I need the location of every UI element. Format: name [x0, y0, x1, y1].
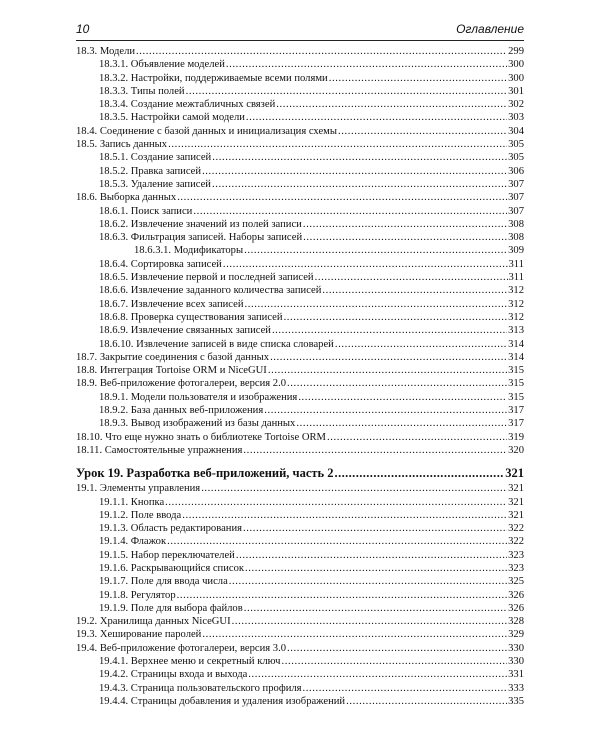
leader-dots [298, 391, 507, 404]
leader-dots [212, 178, 507, 191]
leader-dots [229, 575, 507, 588]
toc-entry-title: 18.6.4. Сортировка записей [99, 258, 222, 270]
page-number: 10 [76, 22, 90, 36]
toc-entry[interactable] [76, 404, 524, 417]
toc-entry[interactable] [76, 575, 524, 588]
toc-entry-title: 18.5.1. Создание записей [99, 152, 212, 164]
leader-dots [186, 85, 508, 98]
toc-entry-title: 19.1.6. Раскрывающийся список [99, 562, 245, 574]
toc-entry[interactable] [76, 364, 524, 377]
toc-entry[interactable] [76, 58, 524, 71]
toc-entry[interactable] [76, 311, 524, 324]
toc-entry-title: 19.1.1. Кнопка [99, 496, 165, 508]
leader-dots [201, 482, 507, 495]
toc-entry[interactable] [76, 72, 524, 85]
toc-entry[interactable] [76, 351, 524, 364]
toc-entry-page: 311 [508, 258, 524, 270]
leader-dots [232, 615, 508, 628]
toc-entry[interactable] [76, 431, 524, 444]
leader-dots [303, 218, 507, 231]
toc-entry-title: 18.3.2. Настройки, поддерживаемые всеми полями [99, 72, 328, 84]
leader-dots [193, 205, 507, 218]
leader-dots [303, 682, 508, 695]
leader-dots [268, 364, 507, 377]
leader-dots [226, 58, 507, 71]
leader-dots [272, 324, 507, 337]
toc-entry-title: 18.6.1. Поиск записи [99, 205, 193, 217]
toc-entry-title: 18.6.6. Извлечение заданного количества записей [99, 285, 322, 297]
toc-entry[interactable] [76, 496, 524, 509]
toc-entry-page: 321 [508, 496, 524, 508]
toc-entry[interactable] [76, 482, 524, 495]
leader-dots [243, 444, 507, 457]
toc-entry[interactable] [76, 417, 524, 430]
leader-dots [287, 377, 507, 390]
toc-entry-page: 301 [508, 85, 524, 97]
toc-entry-page: 312 [508, 298, 524, 310]
toc-entry[interactable] [76, 231, 524, 244]
toc-entry-title: 19.1.9. Поле для выбора файлов [99, 602, 243, 614]
toc-entry-page: 321 [505, 466, 524, 481]
toc-entry-page: 299 [508, 46, 524, 57]
toc-entry-page: 314 [508, 338, 524, 350]
toc-entry-page: 311 [508, 272, 524, 284]
toc-entry-page: 333 [508, 682, 524, 694]
toc-entry-title: 19.1.7. Поле для ввода числа [99, 576, 228, 588]
header-rule [76, 40, 524, 41]
toc-entry[interactable] [76, 258, 524, 271]
toc-entry[interactable] [76, 138, 524, 151]
toc-entry-page: 305 [508, 139, 524, 151]
toc-entry[interactable] [76, 549, 524, 562]
leader-dots [202, 165, 507, 178]
toc-entry-page: 302 [508, 99, 524, 111]
toc-entry[interactable] [76, 284, 524, 297]
toc-entry-page: 307 [508, 192, 524, 204]
leader-dots [264, 404, 507, 417]
toc-entry[interactable] [76, 655, 524, 668]
toc-entry-title: 18.5.3. Удаление записей [99, 178, 211, 190]
toc-entry-page: 330 [508, 642, 524, 654]
toc-entry-page: 305 [508, 152, 524, 164]
toc-entry-page: 315 [508, 391, 524, 403]
leader-dots [322, 284, 507, 297]
toc-entry-page: 321 [508, 483, 524, 495]
toc-entry-page: 313 [508, 325, 524, 337]
toc-entry-page: 317 [508, 405, 524, 417]
leader-dots [327, 431, 507, 444]
toc-entry-title: 18.6.5. Извлечение первой и последней записей [99, 272, 314, 284]
toc-entry-title: 18.7. Закрытие соединения с базой данных [76, 351, 270, 363]
leader-dots [244, 602, 507, 615]
leader-dots [284, 311, 508, 324]
toc-entry-title: 18.9.2. База данных веб-приложения [99, 405, 264, 417]
leader-dots [165, 496, 507, 509]
leader-dots [276, 98, 507, 111]
toc-entry[interactable] [76, 151, 524, 164]
toc-entry-title: 18.10. Что еще нужно знать о библиотеке Tortoise ORM [76, 431, 326, 443]
toc-chapter-entry[interactable] [76, 465, 524, 481]
leader-dots [168, 138, 507, 151]
toc-entry-page: 335 [508, 695, 524, 707]
toc-entry-page: 326 [508, 589, 524, 601]
toc-entry-title: 18.3.1. Объявление моделей [99, 59, 225, 71]
toc-entry-page: 328 [508, 616, 524, 628]
toc-entry[interactable] [76, 165, 524, 178]
toc-entry-title: 18.8. Интеграция Tortoise ORM и NiceGUI [76, 365, 267, 377]
toc-entry-title: 18.6.10. Извлечение записей в виде списка словарей [99, 338, 334, 350]
toc-entry[interactable] [76, 85, 524, 98]
toc-entry[interactable] [76, 695, 524, 708]
leader-dots [338, 125, 507, 138]
toc-entry[interactable] [76, 535, 524, 548]
leader-dots [287, 642, 507, 655]
toc-entry-page: 322 [508, 523, 524, 535]
toc-entry-page: 312 [508, 311, 524, 323]
toc-entry-title: Урок 19. Разработка веб-приложений, часть 2 [76, 466, 334, 481]
toc-entry[interactable] [76, 589, 524, 602]
toc-entry-title: 19.1.5. Набор переключателей [99, 549, 235, 561]
toc-entry[interactable] [76, 244, 524, 257]
toc-entry-title: 18.3.3. Типы полей [99, 85, 185, 97]
toc-entry-page: 330 [508, 656, 524, 668]
table-of-contents [76, 45, 524, 708]
leader-dots [315, 271, 508, 284]
toc-entry-title: 19.4.1. Верхнее меню и секретный ключ [99, 656, 281, 668]
toc-entry-title: 18.5. Запись данных [76, 139, 168, 151]
toc-entry-title: 18.6.3.1. Модификаторы [134, 245, 244, 257]
leader-dots [296, 417, 507, 430]
leader-dots [177, 191, 507, 204]
leader-dots [236, 549, 507, 562]
toc-entry[interactable] [76, 271, 524, 284]
toc-entry-page: 323 [508, 549, 524, 561]
toc-entry-page: 320 [508, 444, 524, 456]
toc-entry-page: 323 [508, 562, 524, 574]
page-header [76, 22, 524, 38]
toc-entry-page: 314 [508, 351, 524, 363]
toc-entry-title: 18.4. Соединение с базой данных и инициализация схемы [76, 125, 337, 137]
toc-entry[interactable] [76, 205, 524, 218]
leader-dots [245, 562, 507, 575]
toc-entry-page: 325 [508, 576, 524, 588]
toc-entry[interactable] [76, 444, 524, 457]
toc-entry[interactable] [76, 125, 524, 138]
toc-entry-title: 19.4.3. Страница пользовательского профиля [99, 682, 302, 694]
toc-entry-page: 321 [508, 509, 524, 521]
toc-entry-page: 300 [508, 72, 524, 84]
toc-entry[interactable] [76, 377, 524, 390]
toc-entry-page: 303 [508, 112, 524, 124]
toc-entry-title: 19.1.4. Флажок [99, 536, 167, 548]
toc-entry-title: 19.1.2. Поле ввода [99, 509, 182, 521]
toc-entry-title: 18.11. Самостоятельные упражнения [76, 444, 243, 456]
toc-entry[interactable] [76, 191, 524, 204]
leader-dots [346, 695, 507, 708]
toc-entry[interactable] [76, 298, 524, 311]
leader-dots [303, 231, 507, 244]
toc-entry-title: 18.9. Веб-приложение фотогалереи, версия 2.0 [76, 378, 287, 390]
toc-entry-page: 315 [508, 365, 524, 377]
toc-entry-title: 18.6.8. Проверка существования записей [99, 311, 283, 323]
toc-entry[interactable] [76, 218, 524, 231]
toc-entry[interactable] [76, 628, 524, 641]
leader-dots [212, 151, 507, 164]
toc-entry-page: 322 [508, 536, 524, 548]
toc-entry-title: 18.9.1. Модели пользователя и изображения [99, 391, 298, 403]
toc-entry[interactable] [76, 98, 524, 111]
toc-entry[interactable] [76, 45, 524, 58]
toc-entry[interactable] [76, 642, 524, 655]
toc-entry-page: 319 [508, 431, 524, 443]
leader-dots [329, 72, 507, 85]
toc-entry[interactable] [76, 391, 524, 404]
leader-dots [245, 298, 508, 311]
leader-dots [167, 535, 507, 548]
leader-dots [248, 668, 507, 681]
toc-entry[interactable] [76, 338, 524, 351]
toc-entry-title: 18.6. Выборка данных [76, 192, 177, 204]
toc-entry-title: 19.1. Элементы управления [76, 483, 201, 495]
toc-entry-page: 309 [508, 245, 524, 257]
toc-entry-page: 308 [508, 232, 524, 244]
toc-entry[interactable] [76, 324, 524, 337]
toc-entry-title: 18.5.2. Правка записей [99, 165, 202, 177]
leader-dots [335, 465, 505, 481]
leader-dots [202, 628, 507, 641]
toc-entry-title: 19.3. Хеширование паролей [76, 629, 202, 641]
toc-entry-title: 18.6.2. Извлечение значений из полей записи [99, 218, 302, 230]
toc-entry-page: 308 [508, 218, 524, 230]
toc-entry-page: 326 [508, 602, 524, 614]
leader-dots [182, 509, 507, 522]
toc-entry-title: 18.3.5. Настройки самой модели [99, 112, 245, 124]
leader-dots [282, 655, 508, 668]
toc-entry-page: 307 [508, 178, 524, 190]
toc-entry-page: 307 [508, 205, 524, 217]
toc-entry-page: 317 [508, 418, 524, 430]
toc-entry-title: 19.4.2. Страницы входа и выхода [99, 669, 248, 681]
toc-entry-page: 331 [508, 669, 524, 681]
toc-entry-page: 315 [508, 378, 524, 390]
toc-entry[interactable] [76, 509, 524, 522]
toc-entry-title: 19.4. Веб-приложение фотогалереи, версия 3.0 [76, 642, 287, 654]
toc-entry-page: 306 [508, 165, 524, 177]
toc-entry-title: 18.3. Модели [76, 46, 136, 57]
toc-entry-title: 19.1.8. Регулятор [99, 589, 176, 601]
toc-entry-title: 19.4.4. Страницы добавления и удаления изображений [99, 695, 346, 707]
toc-entry-title: 18.6.9. Извлечение связанных записей [99, 325, 271, 337]
toc-entry[interactable] [76, 178, 524, 191]
toc-entry-page: 329 [508, 629, 524, 641]
toc-entry-title: 18.6.3. Фильтрация записей. Наборы записей [99, 232, 303, 244]
toc-entry-title: 19.2. Хранилища данных NiceGUI [76, 616, 231, 628]
leader-dots [136, 45, 507, 58]
leader-dots [270, 351, 507, 364]
leader-dots [335, 338, 507, 351]
running-title: Оглавление [456, 22, 524, 36]
toc-entry[interactable] [76, 562, 524, 575]
leader-dots [223, 258, 508, 271]
toc-entry-title: 18.9.3. Вывод изображений из базы данных [99, 418, 296, 430]
toc-entry-title: 18.6.7. Извлечение всех записей [99, 298, 244, 310]
toc-entry-title: 19.1.3. Область редактирования [99, 523, 242, 535]
toc-entry-page: 312 [508, 285, 524, 297]
toc-entry[interactable] [76, 615, 524, 628]
toc-entry[interactable] [76, 522, 524, 535]
toc-entry-page: 304 [508, 125, 524, 137]
toc-entry-page: 300 [508, 59, 524, 71]
toc-entry[interactable] [76, 668, 524, 681]
toc-entry[interactable] [76, 602, 524, 615]
leader-dots [244, 244, 507, 257]
leader-dots [246, 111, 507, 124]
leader-dots [177, 589, 507, 602]
toc-entry[interactable] [76, 682, 524, 695]
toc-entry-title: 18.3.4. Создание межтабличных связей [99, 99, 276, 111]
leader-dots [243, 522, 507, 535]
toc-entry[interactable] [76, 111, 524, 124]
